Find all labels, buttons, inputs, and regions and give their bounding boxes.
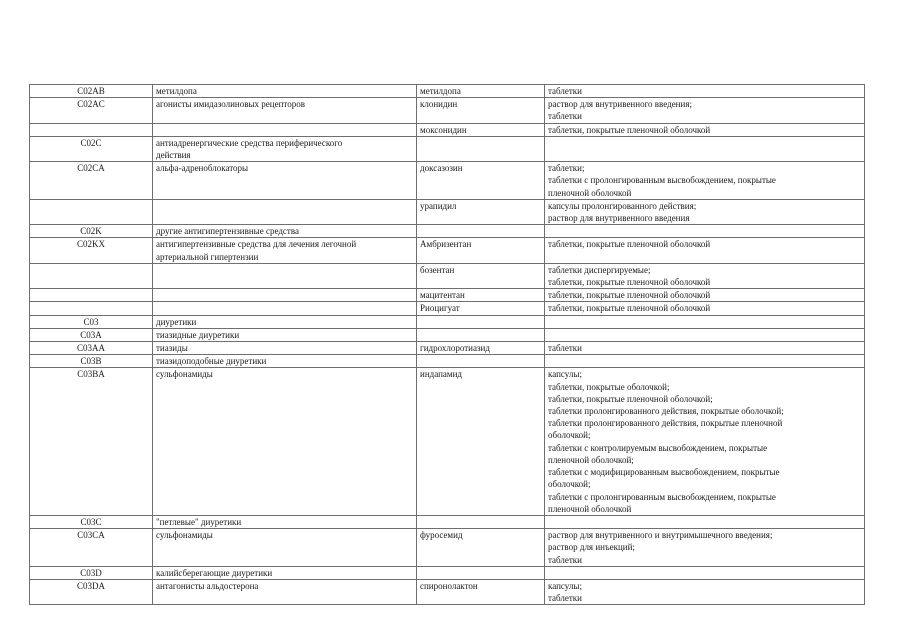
inn-line: мацитентан xyxy=(420,290,465,301)
inn-line: урапидил xyxy=(420,200,457,211)
code-text: C03AA xyxy=(76,343,105,354)
forms-line: пленочной оболочкой; xyxy=(548,454,634,465)
code-text: C02KX xyxy=(76,239,105,250)
forms-line: раствор для инъекций; xyxy=(548,542,635,553)
atc-code-cell xyxy=(30,123,153,136)
forms-line: пленочной оболочкой xyxy=(548,503,632,514)
code-text: C03D xyxy=(80,567,102,578)
atc-code-cell xyxy=(30,263,153,288)
dosage-form-cell xyxy=(545,315,865,328)
forms-line: таблетки xyxy=(548,593,583,604)
drug-inn-cell xyxy=(417,342,545,355)
code-text: C02CA xyxy=(77,163,105,174)
drug-inn-cell xyxy=(417,136,545,161)
forms-line: таблетки, покрытые пленочной оболочкой xyxy=(548,290,711,301)
name-line: тиазидоподобные диуретики xyxy=(156,356,267,367)
group-name-cell xyxy=(153,342,417,355)
drug-inn-cell xyxy=(417,199,545,224)
inn-line: клонидин xyxy=(420,99,458,110)
atc-code-cell xyxy=(30,515,153,528)
name-line: антагонисты альдостерона xyxy=(156,580,259,591)
atc-code-cell xyxy=(30,315,153,328)
forms-line: таблетки xyxy=(548,86,583,96)
name-line: антигипертензивные средства для лечения легочной xyxy=(156,239,357,250)
table-row xyxy=(30,98,865,123)
drug-inn-cell xyxy=(417,328,545,341)
table-row xyxy=(30,328,865,341)
dosage-form-cell xyxy=(545,529,865,567)
forms-line: пленочной оболочкой xyxy=(548,187,632,198)
dosage-form-cell xyxy=(545,238,865,263)
group-name-cell xyxy=(153,162,417,200)
code-text xyxy=(33,124,149,136)
forms-line: таблетки диспергируемые; xyxy=(548,264,651,275)
name-line: сульфонамиды xyxy=(156,530,213,541)
table-row xyxy=(30,566,865,579)
code-text xyxy=(33,302,149,314)
group-name-cell xyxy=(153,199,417,224)
code-text: C02C xyxy=(80,137,102,148)
table-row xyxy=(30,162,865,200)
inn-line: моксонидин xyxy=(420,124,467,135)
forms-line: оболочкой; xyxy=(548,479,591,490)
dosage-form-cell xyxy=(545,199,865,224)
table-row xyxy=(30,225,865,238)
code-text: C03C xyxy=(80,516,102,527)
atc-code-cell xyxy=(30,529,153,567)
drug-inn-cell xyxy=(417,515,545,528)
group-name-cell xyxy=(153,136,417,161)
inn-line: индапамид xyxy=(420,369,462,380)
code-text: C03DA xyxy=(76,580,105,591)
forms-line: таблетки, покрытые пленочной оболочкой xyxy=(548,303,711,314)
code-text xyxy=(33,264,149,276)
forms-line: таблетки xyxy=(548,343,583,354)
forms-line: таблетки, покрытые пленочной оболочкой xyxy=(548,239,711,250)
dosage-form-cell xyxy=(545,515,865,528)
forms-line: таблетки, покрытые пленочной оболочкой; xyxy=(548,393,713,404)
drug-inn-cell xyxy=(417,162,545,200)
drug-inn-cell xyxy=(417,98,545,123)
drug-inn-cell xyxy=(417,289,545,302)
group-name-cell xyxy=(153,566,417,579)
forms-line: капсулы; xyxy=(548,580,582,591)
inn-line: Амбризентан xyxy=(420,239,472,250)
drug-inn-cell xyxy=(417,315,545,328)
inn-line: бозентан xyxy=(420,264,455,275)
dosage-form-cell xyxy=(545,263,865,288)
table-row xyxy=(30,515,865,528)
group-name-cell xyxy=(153,263,417,288)
atc-code-cell xyxy=(30,238,153,263)
atc-code-cell xyxy=(30,162,153,200)
forms-line: таблетки пролонгированного действия, покрытые оболочкой; xyxy=(548,406,784,417)
drug-inn-cell xyxy=(417,579,545,604)
name-line: калийсберегающие диуретики xyxy=(156,567,273,578)
group-name-cell xyxy=(153,368,417,515)
name-line: диуретики xyxy=(156,316,197,327)
dosage-form-cell xyxy=(545,328,865,341)
name-line: сульфонамиды xyxy=(156,369,213,380)
code-text: C03 xyxy=(83,316,99,327)
code-text xyxy=(33,289,149,301)
table-row xyxy=(30,199,865,224)
group-name-cell xyxy=(153,315,417,328)
forms-line: таблетки, покрытые пленочной оболочкой xyxy=(548,124,711,135)
inn-line: фуросемид xyxy=(420,530,463,541)
dosage-form-cell xyxy=(545,579,865,604)
drug-inn-cell xyxy=(417,123,545,136)
drug-inn-cell xyxy=(417,238,545,263)
table-row xyxy=(30,315,865,328)
table-row xyxy=(30,263,865,288)
forms-line: таблетки пролонгированного действия, покрытые пленочной xyxy=(548,418,783,429)
dosage-form-cell xyxy=(545,162,865,200)
forms-line: раствор для внутривенного введения xyxy=(548,213,690,224)
code-text: C03B xyxy=(80,356,102,367)
dosage-form-cell xyxy=(545,98,865,123)
inn-line: спиронолактон xyxy=(420,580,478,591)
code-text: C02AB xyxy=(77,86,105,96)
code-text: C02K xyxy=(80,226,102,237)
forms-line: таблетки, покрытые пленочной оболочкой xyxy=(548,277,711,288)
drug-inn-cell xyxy=(417,529,545,567)
atc-code-cell xyxy=(30,368,153,515)
name-line: тиазидные диуретики xyxy=(156,329,240,340)
dosage-form-cell xyxy=(545,136,865,161)
drug-inn-cell xyxy=(417,368,545,515)
forms-line: оболочкой; xyxy=(548,430,591,441)
forms-line: таблетки xyxy=(548,111,583,122)
name-line: "петлевые" диуретики xyxy=(156,516,242,527)
forms-line: таблетки, покрытые оболочкой; xyxy=(548,381,670,392)
name-line: тиазиды xyxy=(156,343,188,354)
table-row xyxy=(30,238,865,263)
forms-line: капсулы пролонгированного действия; xyxy=(548,200,697,211)
dosage-form-cell xyxy=(545,368,865,515)
group-name-cell xyxy=(153,98,417,123)
group-name-cell xyxy=(153,238,417,263)
atc-code-cell xyxy=(30,289,153,302)
atc-code-cell xyxy=(30,85,153,98)
drug-inn-cell xyxy=(417,355,545,368)
table-row xyxy=(30,289,865,302)
inn-line: метилдопа xyxy=(420,86,461,96)
drug-inn-cell xyxy=(417,566,545,579)
table-row xyxy=(30,342,865,355)
inn-line: гидрохлоротиазид xyxy=(420,343,490,354)
group-name-cell xyxy=(153,579,417,604)
table-row xyxy=(30,123,865,136)
group-name-cell xyxy=(153,289,417,302)
atc-code-cell xyxy=(30,98,153,123)
inn-line: доксазозин xyxy=(420,163,463,174)
forms-line: таблетки с контролируемым высвобождением, покрытые xyxy=(548,442,768,453)
table-row xyxy=(30,579,865,604)
table-row xyxy=(30,302,865,315)
dosage-form-cell xyxy=(545,289,865,302)
dosage-form-cell xyxy=(545,123,865,136)
group-name-cell xyxy=(153,355,417,368)
drug-inn-cell xyxy=(417,302,545,315)
atc-code-cell xyxy=(30,328,153,341)
drug-classification-table xyxy=(29,84,865,605)
table-row xyxy=(30,368,865,515)
name-line: другие антигипертензивные средства xyxy=(156,226,299,237)
inn-line: Риоцигуат xyxy=(420,303,460,314)
code-text: C03CA xyxy=(77,530,105,541)
code-text: C03BA xyxy=(77,369,105,380)
group-name-cell xyxy=(153,123,417,136)
dosage-form-cell xyxy=(545,302,865,315)
table-row xyxy=(30,136,865,161)
forms-line: таблетки с модифицированным высвобождением, покрытые xyxy=(548,467,780,478)
atc-code-cell xyxy=(30,355,153,368)
code-text xyxy=(33,200,149,212)
dosage-form-cell xyxy=(545,566,865,579)
atc-code-cell xyxy=(30,302,153,315)
drug-inn-cell xyxy=(417,225,545,238)
group-name-cell xyxy=(153,529,417,567)
table-body xyxy=(30,85,865,605)
name-line: артериальной гипертензии xyxy=(156,251,259,262)
forms-line: капсулы; xyxy=(548,369,582,380)
table-row xyxy=(30,85,865,98)
forms-line: таблетки с пролонгированным высвобождением, покрытые xyxy=(548,491,776,502)
atc-code-cell xyxy=(30,566,153,579)
dosage-form-cell xyxy=(545,355,865,368)
name-line: агонисты имидазолиновых рецепторов xyxy=(156,99,305,110)
code-text: C03A xyxy=(80,329,102,340)
name-line: действия xyxy=(156,150,191,161)
forms-line: таблетки с пролонгированным высвобождением, покрытые xyxy=(548,175,776,186)
drug-inn-cell xyxy=(417,85,545,98)
atc-code-cell xyxy=(30,342,153,355)
forms-line: таблетки; xyxy=(548,163,585,174)
forms-line: таблетки xyxy=(548,554,583,565)
name-line: антиадренергические средства периферического xyxy=(156,137,343,148)
name-line: альфа-адреноблокаторы xyxy=(156,163,249,174)
table-row xyxy=(30,355,865,368)
dosage-form-cell xyxy=(545,85,865,98)
atc-code-cell xyxy=(30,579,153,604)
drug-inn-cell xyxy=(417,263,545,288)
group-name-cell xyxy=(153,515,417,528)
group-name-cell xyxy=(153,328,417,341)
group-name-cell xyxy=(153,225,417,238)
atc-code-cell xyxy=(30,199,153,224)
name-line: метилдопа xyxy=(156,86,197,96)
dosage-form-cell xyxy=(545,342,865,355)
atc-code-cell xyxy=(30,136,153,161)
code-text: C02AC xyxy=(77,99,105,110)
dosage-form-cell xyxy=(545,225,865,238)
forms-line: раствор для внутривенного и внутримышечного введения; xyxy=(548,530,773,541)
forms-line: раствор для внутривенного введения; xyxy=(548,99,692,110)
table-row xyxy=(30,529,865,567)
group-name-cell xyxy=(153,85,417,98)
atc-code-cell xyxy=(30,225,153,238)
group-name-cell xyxy=(153,302,417,315)
